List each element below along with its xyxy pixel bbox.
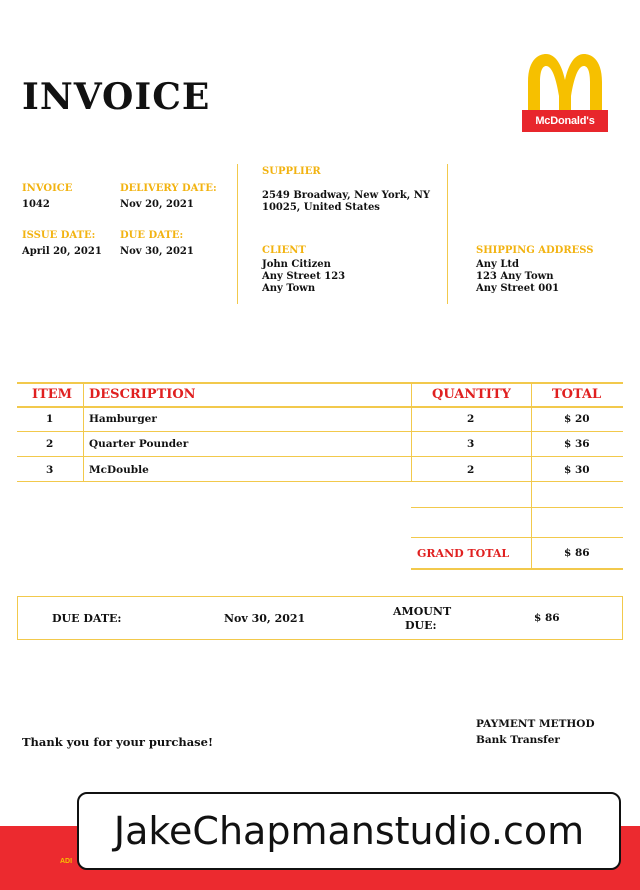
table-row-total: $ 36 — [564, 438, 590, 450]
invoice-title: INVOICE — [22, 76, 211, 118]
table-row-description: Quarter Pounder — [89, 438, 189, 450]
table-rule — [17, 456, 623, 457]
table-row-description: McDouble — [89, 464, 149, 476]
table-row-quantity: 3 — [467, 438, 475, 450]
table-header-total: TOTAL — [552, 387, 602, 402]
payment-method-label: PAYMENT METHOD — [476, 718, 595, 730]
supplier-label: SUPPLIER — [262, 166, 321, 177]
table-row-item: 1 — [46, 413, 54, 425]
client-line2: Any Street 123 — [262, 271, 346, 282]
golden-arches-icon — [522, 52, 608, 114]
table-header-quantity: QUANTITY — [432, 387, 511, 402]
shipping-line1: Any Ltd — [476, 259, 519, 270]
table-row-total: $ 30 — [564, 464, 590, 476]
footer-address-fragment: ADI — [60, 858, 73, 865]
table-rule — [17, 406, 623, 408]
invoice-number-label: INVOICE — [22, 183, 73, 194]
shipping-line2: 123 Any Town — [476, 271, 554, 282]
client-line3: Any Town — [262, 283, 316, 294]
table-col-divider — [531, 382, 532, 570]
due-box-date-label: DUE DATE: — [52, 612, 122, 625]
supplier-address-line1: 2549 Broadway, New York, NY — [262, 190, 431, 201]
amount-due-value: $ 86 — [534, 612, 560, 624]
mcdonalds-logo — [522, 52, 608, 140]
invoice-number-value: 1042 — [22, 199, 50, 210]
thank-you-message: Thank you for your purchase! — [22, 735, 213, 749]
table-row-description: Hamburger — [89, 413, 157, 425]
watermark-banner: JakeChapmanstudio.com — [77, 792, 621, 870]
table-rule — [17, 481, 623, 482]
separator-line — [447, 164, 448, 304]
client-label: CLIENT — [262, 245, 306, 256]
delivery-date-label: DELIVERY DATE: — [120, 183, 217, 194]
table-row-item: 2 — [46, 438, 54, 450]
logo-wordmark: McDonald's — [522, 110, 608, 132]
grand-total-label: GRAND TOTAL — [417, 547, 510, 560]
table-col-divider — [411, 382, 412, 482]
table-rule — [17, 382, 623, 384]
table-rule — [411, 507, 623, 508]
table-row-item: 3 — [46, 464, 54, 476]
due-date-value: Nov 30, 2021 — [120, 246, 194, 257]
grand-total-value: $ 86 — [564, 547, 590, 559]
delivery-date-value: Nov 20, 2021 — [120, 199, 194, 210]
table-header-description: DESCRIPTION — [89, 387, 196, 402]
table-row-quantity: 2 — [467, 413, 475, 425]
issue-date-value: April 20, 2021 — [22, 246, 102, 257]
table-rule — [411, 537, 623, 538]
client-line1: John Citizen — [262, 259, 331, 270]
separator-line — [237, 164, 238, 304]
table-rule — [17, 431, 623, 432]
table-header-item: ITEM — [32, 387, 73, 402]
issue-date-label: ISSUE DATE: — [22, 230, 96, 241]
due-box-date-value: Nov 30, 2021 — [224, 612, 306, 625]
table-col-divider — [83, 382, 84, 482]
amount-due-label-line2: DUE: — [405, 619, 437, 632]
shipping-label: SHIPPING ADDRESS — [476, 245, 594, 256]
table-row-quantity: 2 — [467, 464, 475, 476]
shipping-line3: Any Street 001 — [476, 283, 560, 294]
table-rule — [411, 568, 623, 570]
payment-method-value: Bank Transfer — [476, 734, 560, 746]
amount-due-label-line1: AMOUNT — [393, 605, 452, 618]
supplier-address-line2: 10025, United States — [262, 202, 380, 213]
table-row-total: $ 20 — [564, 413, 590, 425]
due-date-label: DUE DATE: — [120, 230, 184, 241]
